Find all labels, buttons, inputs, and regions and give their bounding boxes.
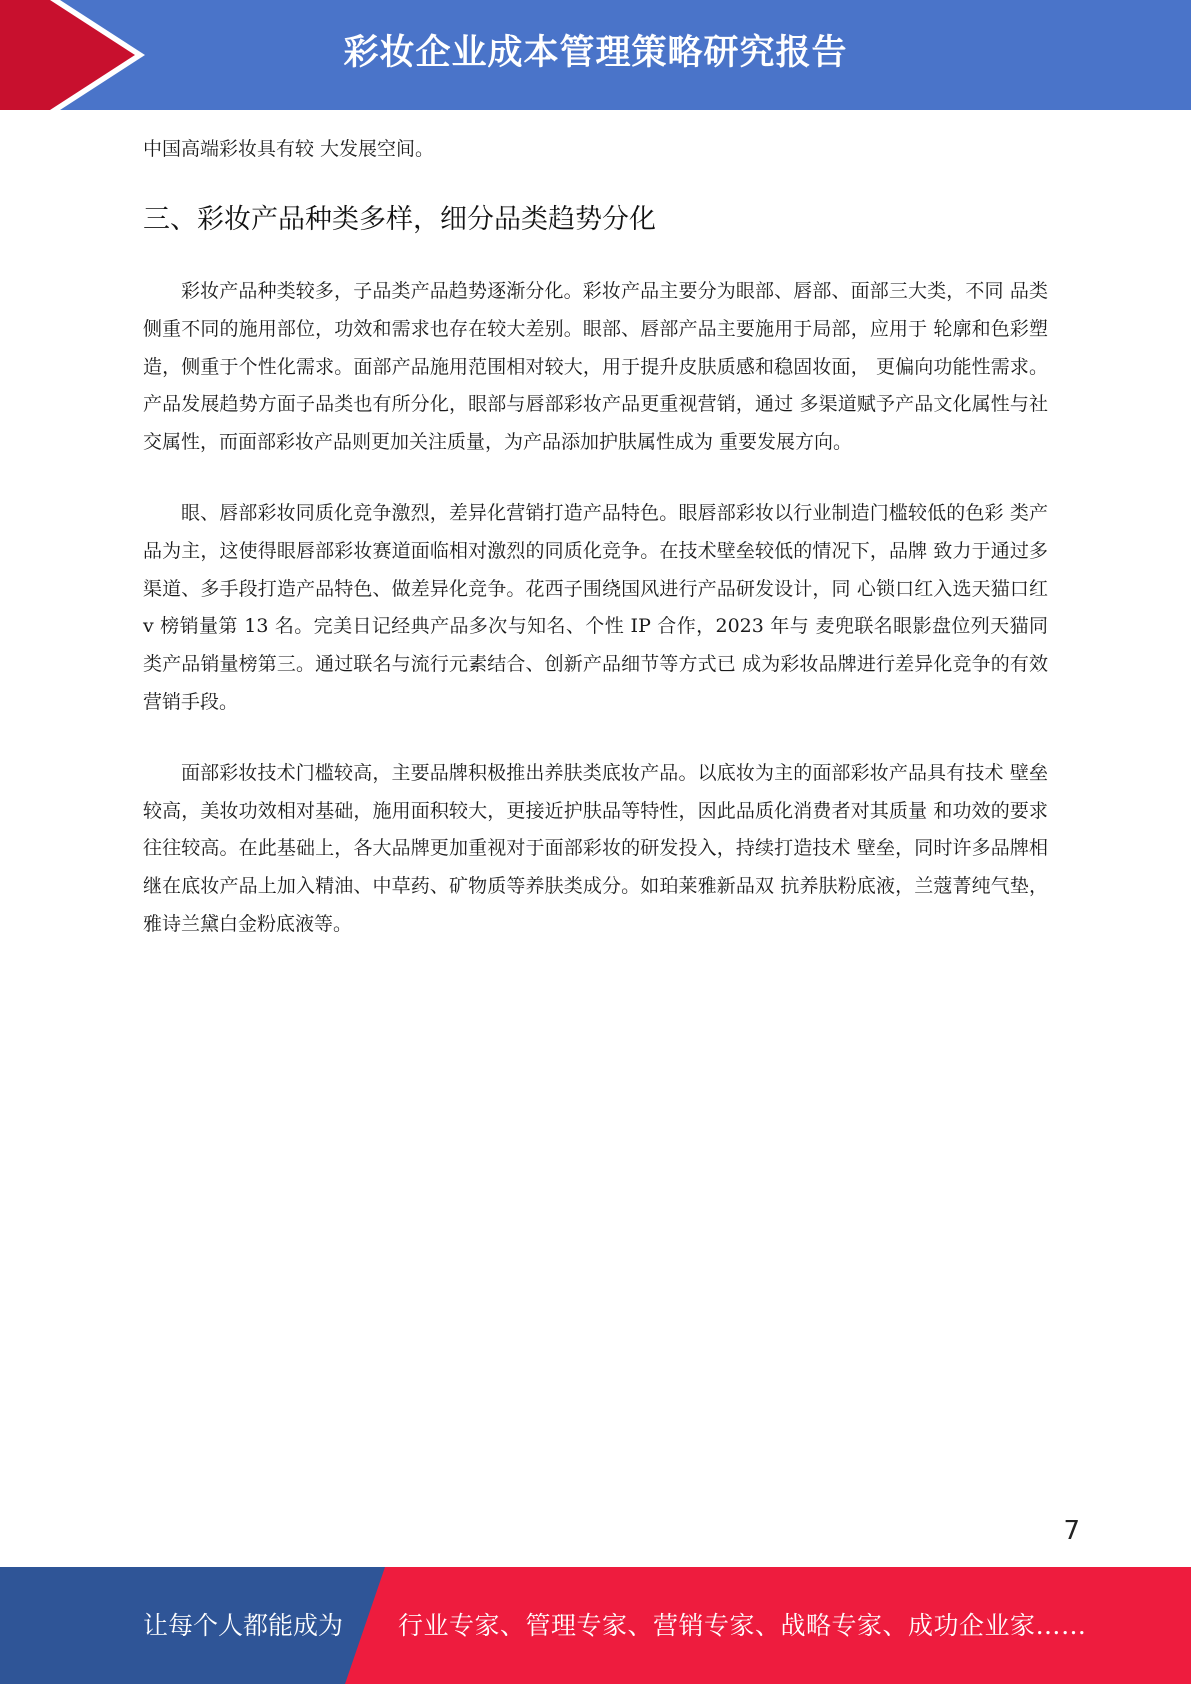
paragraph-face-makeup: 面部彩妆技术门槛较高，主要品牌积极推出养肤类底妆产品。以底妆为主的面部彩妆产品具有技术 壁垒较高，美妆功效相对基础，施用面积较大，更接近护肤品等特性，因此品质化消费者对其质量 和功效的要求往往较高。在此基础上，各大品牌更加重视对于面部彩妆的研发投入，持续打造技术 壁垒，同时许多品牌相继在底妆产品上加入精油、中草药、矿物质等养肤类成分。如珀莱雅新品双 抗养肤粉底液，兰蔻菁纯气垫，雅诗兰黛白金粉底液等。: [143, 761, 1048, 935]
paragraph-product-categories: 彩妆产品种类较多，子品类产品趋势逐渐分化。彩妆产品主要分为眼部、唇部、面部三大类，不同 品类侧重不同的施用部位，功效和需求也存在较大差别。眼部、唇部产品主要施用于局部，应用于 轮廓和色彩塑造，侧重于个性化需求。面部产品施用范围相对较大，用于提升皮肤质感和稳固妆面， 更偏向功能性需求。产品发展趋势方面子品类也有所分化，眼部与唇部彩妆产品更重视营销，通过 多渠道赋予产品文化属性与社交属性，而面部彩妆产品则更加关注质量，为产品添加护肤属性成为 重要发展方向。: [143, 280, 1048, 454]
paragraph-eye-lip-competition: 眼、唇部彩妆同质化竞争激烈，差异化营销打造产品特色。眼唇部彩妆以行业制造门槛较低的色彩 类产品为主，这使得眼唇部彩妆赛道面临相对激烈的同质化竞争。在技术壁垒较低的情况下，品牌 致力于通过多渠道、多手段打造产品特色、做差异化竞争。花西子围绕国风进行产品研发设计，同 心锁口红入选天猫口红 v 榜销量第 13 名。完美日记经典产品多次与知名、个性 IP 合作，2023 年与 麦兜联名眼影盘位列天猫同类产品销量榜第三。通过联名与流行元素结合、创新产品细节等方式已 成为彩妆品牌进行差异化竞争的有效营销手段。: [143, 501, 1048, 713]
page-content: [143, 130, 1048, 944]
page-footer: [0, 1567, 1191, 1684]
report-title: 彩妆企业成本管理策略研究报告: [343, 33, 848, 73]
footer-slogan-right: 行业专家、管理专家、营销专家、战略专家、成功企业家……: [398, 1611, 1087, 1640]
intro-text: 中国高端彩妆具有较 大发展空间。: [143, 138, 435, 160]
page-header: [0, 0, 1191, 110]
section-heading: 三、彩妆产品种类多样，细分品类趋势分化: [143, 204, 656, 235]
footer-slogan-left: 让每个人都能成为: [143, 1611, 344, 1640]
page-number: 7: [1063, 1516, 1080, 1546]
